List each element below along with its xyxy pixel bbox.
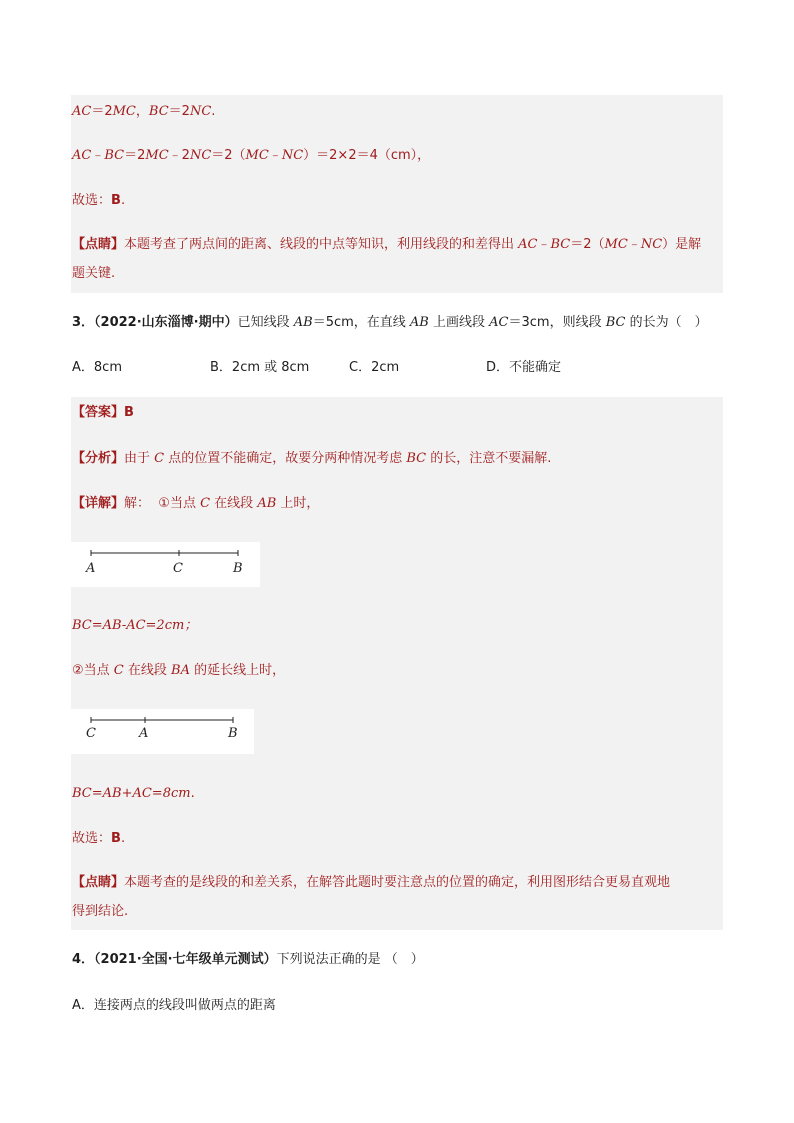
option-d: D．不能确定: [486, 360, 562, 375]
option-a: A．8cm: [72, 360, 122, 375]
calc-line-2: BC=AB+AC=8cm.: [72, 786, 195, 801]
tip-line-3: 【点睛】本题考查的是线段的和差关系，在解答此题时要注意点的位置的确定，利用图形结合更易直观地: [72, 875, 671, 890]
analysis-line: 【分析】由于 C 点的位置不能确定，故要分两种情况考虑 BC 的长，注意不要漏解.: [72, 451, 552, 466]
segment-diagram-2: [71, 709, 254, 754]
answer-line: 【答案】B: [72, 405, 134, 420]
solution-band-1: [71, 95, 723, 293]
segment-figure-2: [71, 709, 254, 754]
detail-line: 【详解】解： ①当点 C 在线段 AB 上时，: [72, 496, 320, 511]
case-2-line: ②当点 C 在线段 BA 的延长线上时，: [72, 663, 286, 678]
option-c: C．2cm: [349, 360, 400, 375]
label-b2: B: [228, 726, 238, 741]
label-b: B: [233, 561, 243, 576]
option-b: B．2cm 或 8cm: [210, 360, 310, 375]
label-a2: A: [139, 726, 149, 741]
equation-line-2: AC﹣BC＝2MC﹣2NC＝2（MC﹣NC）＝2×2＝4（cm），: [72, 148, 431, 163]
tip-line-1: 【点睛】本题考查了两点间的距离、线段的中点等知识，利用线段的和差得出 AC﹣BC＝2（MC﹣NC）是解: [72, 237, 702, 252]
label-a: A: [86, 561, 96, 576]
choice-line-2: 故选：B.: [72, 831, 126, 846]
label-c: C: [173, 561, 183, 576]
equation-line-1: AC＝2MC，BC＝2NC.: [72, 104, 216, 119]
segment-figure-1: [71, 542, 260, 587]
question-4: 4．（2021·全国·七年级单元测试）下列说法正确的是 （ ）: [72, 952, 424, 967]
label-c2: C: [86, 726, 96, 741]
segment-diagram-1: [71, 542, 260, 587]
q4-option-a: A．连接两点的线段叫做两点的距离: [72, 998, 276, 1013]
tip-line-2: 题关键.: [72, 266, 116, 281]
question-3: 3．（2022·山东淄博·期中）已知线段 AB＝5cm，在直线 AB 上画线段 AC＝3cm，则线段 BC 的长为（ ）: [72, 315, 708, 330]
choice-line-1: 故选：B.: [72, 193, 126, 208]
tip-line-4: 得到结论.: [72, 904, 129, 919]
calc-line-1: BC=AB-AC=2cm；: [72, 618, 198, 633]
